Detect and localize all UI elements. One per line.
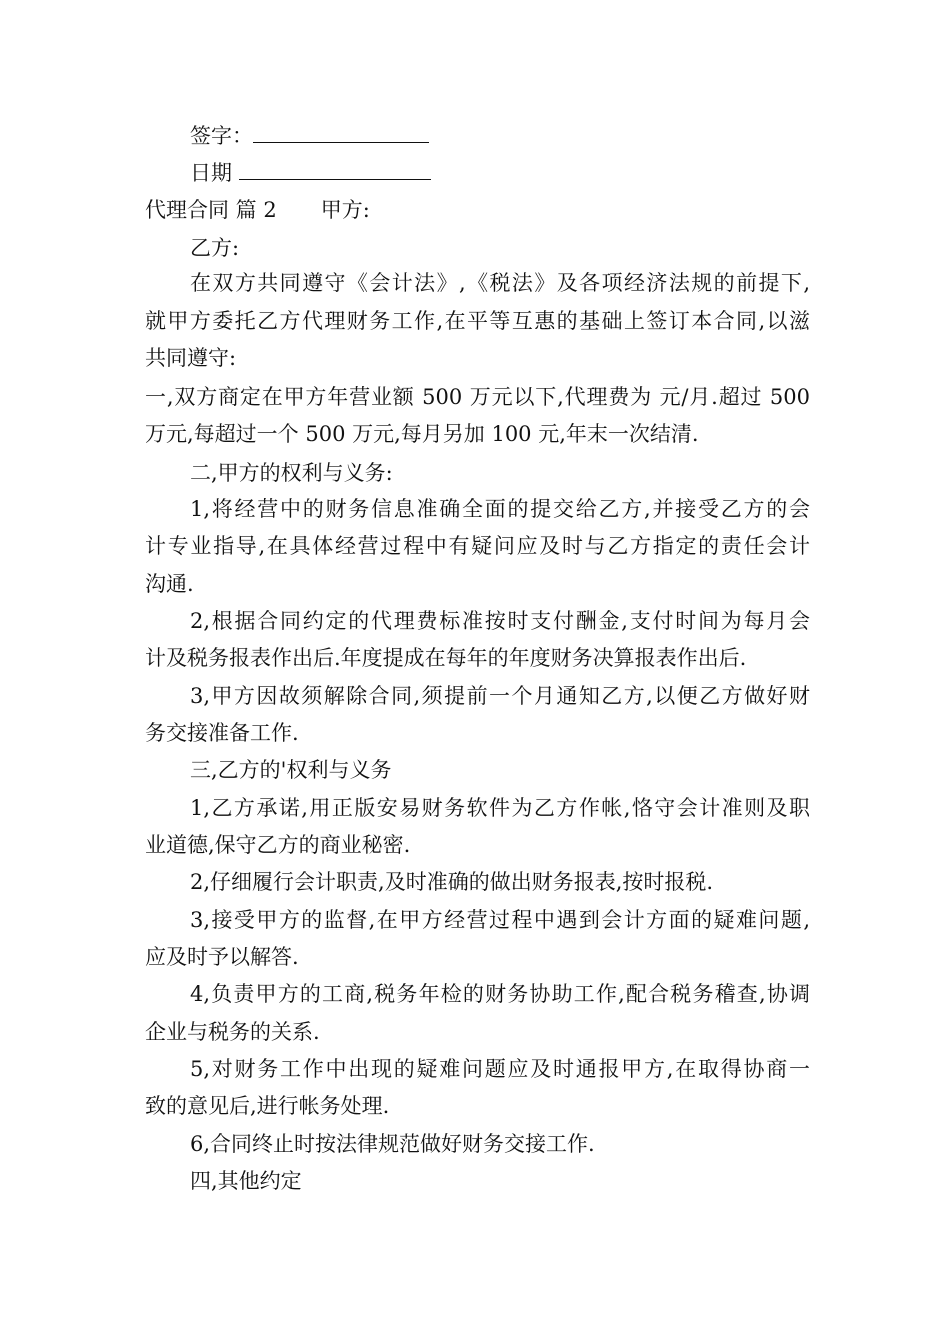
contract-title: 代理合同 篇 2: [145, 198, 277, 222]
signature-blank: [253, 118, 429, 143]
paragraph-line: 就甲方委托乙方代理财务工作,在平等互惠的基础上签订本合同,以滋: [145, 309, 810, 333]
paragraph-line: 一,双方商定在甲方年营业额 500 万元以下,代理费为 元/月.超过 500: [145, 385, 810, 409]
date-label: 日期: [190, 161, 232, 185]
paragraph-line: 万元,每超过一个 500 万元,每月另加 100 元,年末一次结清.: [145, 422, 699, 446]
party-b-label: 乙方:: [190, 236, 240, 260]
date-line: [190, 155, 810, 192]
paragraph-line: 1,乙方承诺,用正版安易财务软件为乙方作帐,恪守会计准则及职: [190, 796, 810, 820]
paragraph-line: 2,根据合同约定的代理费标准按时支付酬金,支付时间为每月会: [190, 609, 810, 633]
section-heading: 四,其他约定: [190, 1169, 302, 1193]
paragraph-line: 4,负责甲方的工商,税务年检的财务协助工作,配合税务稽查,协调: [190, 982, 810, 1006]
paragraph-line: 应及时予以解答.: [145, 945, 299, 969]
paragraph-line: 计专业指导,在具体经营过程中有疑问应及时与乙方指定的责任会计: [145, 534, 810, 558]
signature-label: 签字：: [190, 124, 253, 148]
party-a-label: 甲方:: [320, 198, 370, 222]
paragraph-line: 1,将经营中的财务信息准确全面的提交给乙方,并接受乙方的会: [190, 497, 810, 521]
paragraph-line: 务交接准备工作.: [145, 721, 299, 745]
date-blank: [239, 155, 431, 180]
paragraph-line: 致的意见后,进行帐务处理.: [145, 1094, 390, 1118]
paragraph-line: 3,接受甲方的监督,在甲方经营过程中遇到会计方面的疑难问题,: [190, 908, 810, 932]
section-heading: 二,甲方的权利与义务:: [190, 461, 393, 485]
contract-heading: [145, 192, 810, 229]
section-heading: 三,乙方的'权利与义务: [190, 758, 392, 782]
signature-line: [190, 118, 810, 155]
paragraph-line: 沟通.: [145, 572, 194, 596]
paragraph-line: 计及税务报表作出后.年度提成在每年的年度财务决算报表作出后.: [145, 646, 747, 670]
paragraph-line: 在双方共同遵守《会计法》,《税法》及各项经济法规的前提下,: [190, 271, 810, 295]
paragraph-line: 2,仔细履行会计职责,及时准确的做出财务报表,按时报税.: [190, 870, 714, 894]
paragraph-line: 业道德,保守乙方的商业秘密.: [145, 833, 411, 857]
paragraph-line: 共同遵守:: [145, 346, 237, 370]
paragraph-line: 5,对财务工作中出现的疑难问题应及时通报甲方,在取得协商一: [190, 1057, 810, 1081]
paragraph-line: 企业与税务的关系.: [145, 1020, 320, 1044]
paragraph-line: 6,合同终止时按法律规范做好财务交接工作.: [190, 1132, 595, 1156]
paragraph-line: 3,甲方因故须解除合同,须提前一个月通知乙方,以便乙方做好财: [190, 684, 810, 708]
